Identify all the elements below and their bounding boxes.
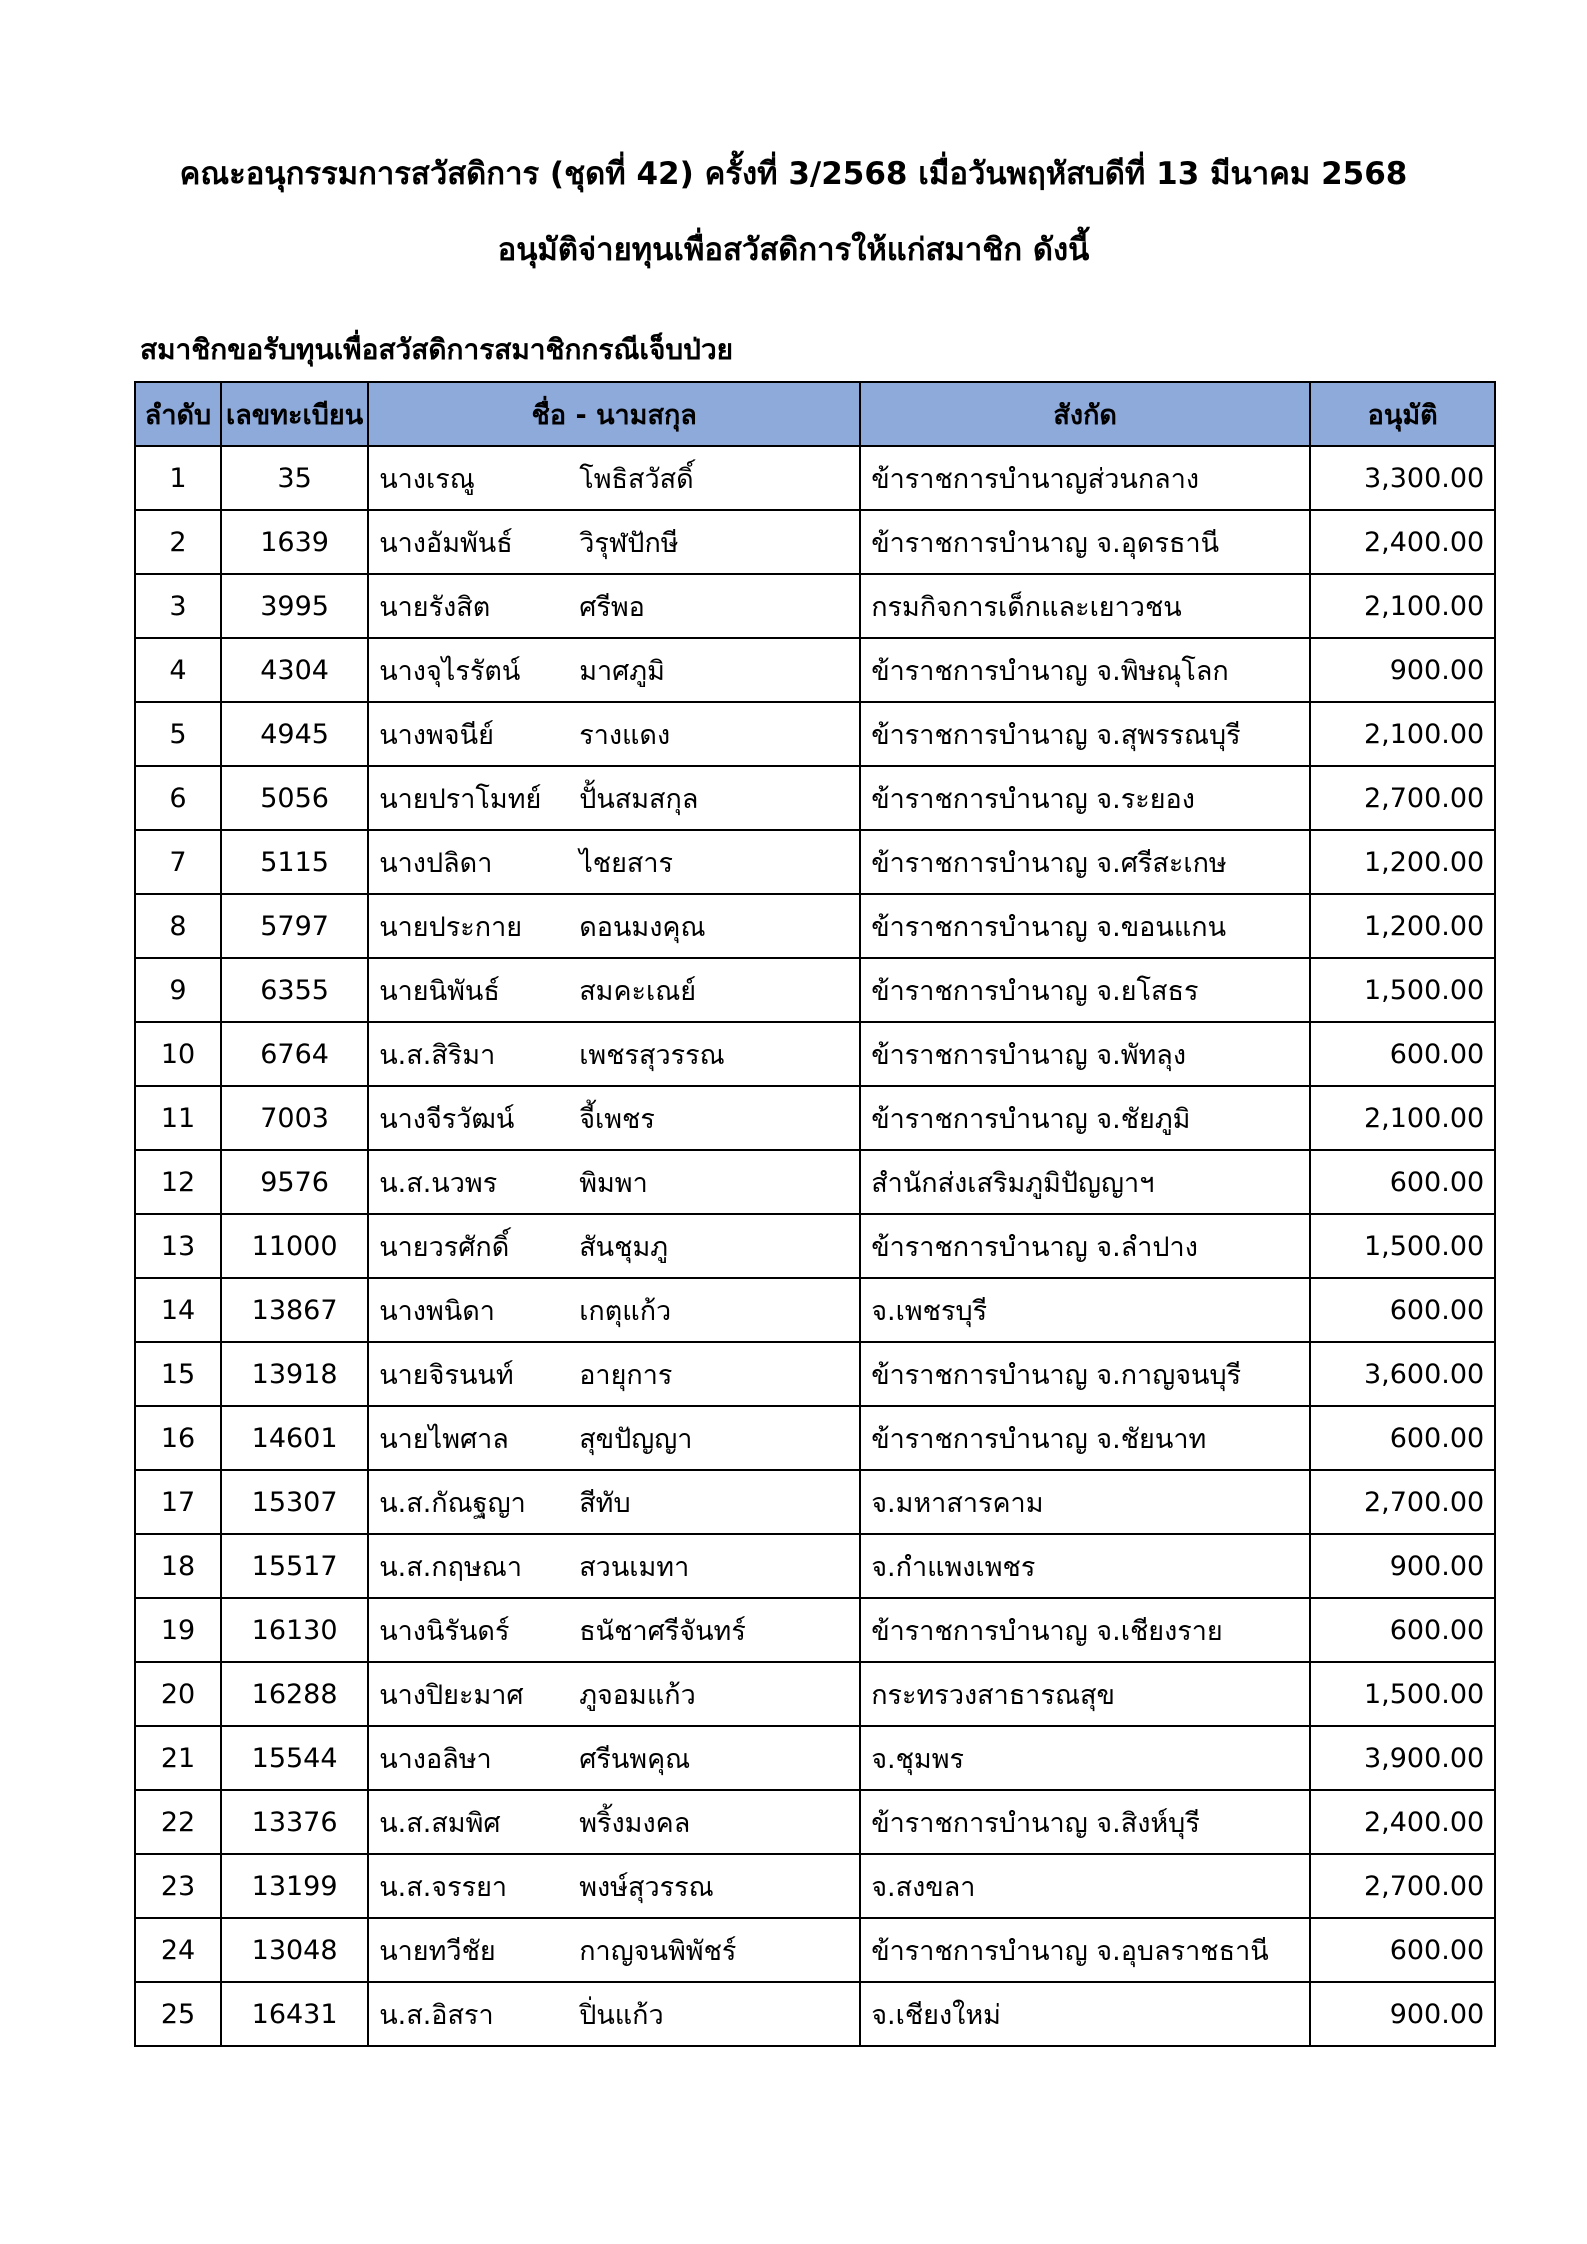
cell-first-name: นางปลิดา [379, 847, 493, 879]
cell-no: 13 [135, 1214, 221, 1278]
cell-first-name: นายวรศักดิ์ [379, 1231, 510, 1263]
table-row [135, 1790, 1495, 1854]
cell-first-name: นางพนิดา [379, 1295, 495, 1327]
cell-name [368, 1086, 860, 1150]
cell-affiliation: จ.สงขลา [860, 1854, 1310, 1918]
header-registration: เลขทะเบียน [221, 382, 368, 446]
cell-no: 10 [135, 1022, 221, 1086]
table-row [135, 1406, 1495, 1470]
table-row [135, 958, 1495, 1022]
cell-affiliation: ข้าราชการบำนาญ จ.ขอนแกน [860, 894, 1310, 958]
cell-last-name: สมคะเณย์ [579, 975, 697, 1007]
cell-no: 8 [135, 894, 221, 958]
cell-amount: 2,700.00 [1310, 1854, 1495, 1918]
cell-no: 4 [135, 638, 221, 702]
cell-first-name: นางอัมพันธ์ [379, 527, 513, 559]
cell-first-name: นายนิพันธ์ [379, 975, 500, 1007]
cell-last-name: เพชรสุวรรณ [579, 1039, 725, 1071]
cell-affiliation: ข้าราชการบำนาญ จ.ชัยนาท [860, 1406, 1310, 1470]
header-amount: อนุมัติ [1310, 382, 1495, 446]
cell-first-name: นายปราโมทย์ [379, 783, 542, 815]
cell-no: 9 [135, 958, 221, 1022]
cell-registration: 15544 [221, 1726, 368, 1790]
cell-amount: 1,500.00 [1310, 1214, 1495, 1278]
cell-amount: 900.00 [1310, 1534, 1495, 1598]
cell-last-name: ปั้นสมสกุล [579, 783, 699, 815]
cell-registration: 13867 [221, 1278, 368, 1342]
table-row [135, 766, 1495, 830]
cell-last-name: จี้เพชร [579, 1103, 655, 1135]
table-header-row [135, 382, 1495, 446]
cell-first-name: นายจิรนนท์ [379, 1359, 514, 1391]
cell-amount: 1,200.00 [1310, 830, 1495, 894]
cell-name [368, 830, 860, 894]
cell-last-name: ปิ่นแก้ว [579, 1999, 664, 2031]
table-row [135, 638, 1495, 702]
cell-affiliation: จ.ชุมพร [860, 1726, 1310, 1790]
cell-name [368, 638, 860, 702]
cell-no: 21 [135, 1726, 221, 1790]
cell-registration: 13048 [221, 1918, 368, 1982]
cell-last-name: สวนเมทา [579, 1551, 690, 1583]
cell-no: 19 [135, 1598, 221, 1662]
cell-name [368, 1342, 860, 1406]
cell-affiliation: จ.กำแพงเพชร [860, 1534, 1310, 1598]
cell-name [368, 1278, 860, 1342]
cell-last-name: อายุการ [579, 1359, 673, 1391]
cell-last-name: กาญจนพิพัชร์ [579, 1935, 737, 1967]
table-row [135, 1342, 1495, 1406]
cell-name [368, 1598, 860, 1662]
cell-name [368, 1982, 860, 2046]
cell-registration: 5056 [221, 766, 368, 830]
cell-registration: 13199 [221, 1854, 368, 1918]
table-row [135, 1854, 1495, 1918]
cell-no: 17 [135, 1470, 221, 1534]
table-row [135, 1726, 1495, 1790]
cell-registration: 16130 [221, 1598, 368, 1662]
cell-name [368, 1470, 860, 1534]
cell-first-name: นางเรณู [379, 463, 475, 495]
cell-amount: 2,100.00 [1310, 1086, 1495, 1150]
table-row [135, 446, 1495, 510]
approval-table [134, 381, 1496, 2047]
cell-affiliation: ข้าราชการบำนาญ จ.ระยอง [860, 766, 1310, 830]
cell-amount: 2,100.00 [1310, 574, 1495, 638]
cell-affiliation: กระทรวงสาธารณสุข [860, 1662, 1310, 1726]
cell-amount: 600.00 [1310, 1022, 1495, 1086]
cell-no: 3 [135, 574, 221, 638]
cell-registration: 13376 [221, 1790, 368, 1854]
cell-amount: 1,500.00 [1310, 958, 1495, 1022]
cell-first-name: น.ส.จรรยา [379, 1871, 508, 1903]
cell-registration: 5115 [221, 830, 368, 894]
cell-amount: 1,200.00 [1310, 894, 1495, 958]
cell-last-name: โพธิสวัสดิ์ [579, 463, 694, 495]
table-row [135, 1918, 1495, 1982]
cell-last-name: มาศภูมิ [579, 655, 665, 687]
cell-registration: 6355 [221, 958, 368, 1022]
cell-first-name: นางพจนีย์ [379, 719, 494, 751]
cell-name [368, 1214, 860, 1278]
cell-last-name: ดอนมงคุณ [579, 911, 706, 943]
cell-no: 22 [135, 1790, 221, 1854]
cell-no: 15 [135, 1342, 221, 1406]
cell-first-name: นายไพศาล [379, 1423, 509, 1455]
table-row [135, 1470, 1495, 1534]
cell-last-name: เกตุแก้ว [579, 1295, 672, 1327]
table-row [135, 1278, 1495, 1342]
cell-affiliation: ข้าราชการบำนาญ จ.อุบลราชธานี [860, 1918, 1310, 1982]
cell-registration: 15517 [221, 1534, 368, 1598]
header-name: ชื่อ - นามสกุล [368, 382, 860, 446]
cell-registration: 16431 [221, 1982, 368, 2046]
cell-amount: 2,400.00 [1310, 1790, 1495, 1854]
cell-last-name: สุขปัญญา [579, 1423, 693, 1455]
cell-no: 24 [135, 1918, 221, 1982]
cell-amount: 2,400.00 [1310, 510, 1495, 574]
cell-last-name: พงษ์สุวรรณ [579, 1871, 714, 1903]
table-row [135, 574, 1495, 638]
header-no: ลำดับ [135, 382, 221, 446]
cell-no: 18 [135, 1534, 221, 1598]
cell-first-name: น.ส.นวพร [379, 1167, 498, 1199]
cell-name [368, 958, 860, 1022]
table-row [135, 830, 1495, 894]
table-row [135, 1086, 1495, 1150]
cell-first-name: นายรังสิต [379, 591, 491, 623]
header-affiliation: สังกัด [860, 382, 1310, 446]
cell-name [368, 1790, 860, 1854]
cell-amount: 900.00 [1310, 1982, 1495, 2046]
cell-amount: 2,700.00 [1310, 1470, 1495, 1534]
cell-registration: 13918 [221, 1342, 368, 1406]
cell-last-name: ศรีนพคุณ [579, 1743, 691, 1775]
cell-name [368, 574, 860, 638]
cell-amount: 3,600.00 [1310, 1342, 1495, 1406]
cell-amount: 3,300.00 [1310, 446, 1495, 510]
cell-no: 25 [135, 1982, 221, 2046]
cell-registration: 7003 [221, 1086, 368, 1150]
cell-affiliation: ข้าราชการบำนาญ จ.สิงห์บุรี [860, 1790, 1310, 1854]
cell-last-name: ศรีพอ [579, 591, 645, 623]
cell-amount: 1,500.00 [1310, 1662, 1495, 1726]
cell-affiliation: จ.เพชรบุรี [860, 1278, 1310, 1342]
table-row [135, 1150, 1495, 1214]
cell-registration: 4945 [221, 702, 368, 766]
table-row [135, 510, 1495, 574]
cell-affiliation: ข้าราชการบำนาญ จ.ลำปาง [860, 1214, 1310, 1278]
title-line-2: อนุมัติจ่ายทุนเพื่อสวัสดิการให้แก่สมาชิก ดังนี้ [497, 232, 1090, 268]
cell-affiliation: สำนักส่งเสริมภูมิปัญญาฯ [860, 1150, 1310, 1214]
cell-registration: 35 [221, 446, 368, 510]
cell-first-name: นางจีรวัฒน์ [379, 1103, 515, 1135]
cell-registration: 6764 [221, 1022, 368, 1086]
table-row [135, 1534, 1495, 1598]
cell-registration: 16288 [221, 1662, 368, 1726]
cell-no: 16 [135, 1406, 221, 1470]
cell-registration: 14601 [221, 1406, 368, 1470]
cell-name [368, 1150, 860, 1214]
cell-name [368, 702, 860, 766]
cell-registration: 11000 [221, 1214, 368, 1278]
cell-affiliation: ข้าราชการบำนาญ จ.ยโสธร [860, 958, 1310, 1022]
cell-amount: 600.00 [1310, 1406, 1495, 1470]
cell-amount: 600.00 [1310, 1598, 1495, 1662]
cell-no: 12 [135, 1150, 221, 1214]
cell-affiliation: จ.มหาสารคาม [860, 1470, 1310, 1534]
cell-amount: 600.00 [1310, 1918, 1495, 1982]
cell-name [368, 766, 860, 830]
section-title: สมาชิกขอรับทุนเพื่อสวัสดิการสมาชิกกรณีเจ็บป่วย [140, 333, 734, 366]
cell-name [368, 1918, 860, 1982]
cell-first-name: น.ส.สมพิศ [379, 1807, 501, 1839]
cell-first-name: นางจุไรรัตน์ [379, 655, 521, 687]
cell-last-name: สันชุมภู [579, 1231, 669, 1263]
cell-registration: 3995 [221, 574, 368, 638]
cell-affiliation: ข้าราชการบำนาญ จ.พัทลุง [860, 1022, 1310, 1086]
cell-first-name: น.ส.กัณฐญา [379, 1487, 526, 1519]
cell-first-name: น.ส.สิริมา [379, 1039, 496, 1071]
cell-no: 11 [135, 1086, 221, 1150]
cell-registration: 4304 [221, 638, 368, 702]
cell-first-name: น.ส.กฤษณา [379, 1551, 522, 1583]
cell-last-name: พิมพา [579, 1167, 648, 1199]
cell-name [368, 1534, 860, 1598]
table-row [135, 1598, 1495, 1662]
cell-name [368, 1022, 860, 1086]
cell-registration: 15307 [221, 1470, 368, 1534]
table-row [135, 894, 1495, 958]
cell-registration: 1639 [221, 510, 368, 574]
cell-registration: 9576 [221, 1150, 368, 1214]
cell-name [368, 1662, 860, 1726]
cell-last-name: สีทับ [579, 1487, 631, 1519]
cell-affiliation: ข้าราชการบำนาญส่วนกลาง [860, 446, 1310, 510]
cell-first-name: นางอลิษา [379, 1743, 492, 1775]
cell-name [368, 446, 860, 510]
cell-last-name: รางแดง [579, 719, 671, 751]
cell-affiliation: ข้าราชการบำนาญ จ.เชียงราย [860, 1598, 1310, 1662]
cell-affiliation: ข้าราชการบำนาญ จ.ศรีสะเกษ [860, 830, 1310, 894]
cell-last-name: ภูจอมแก้ว [579, 1679, 696, 1711]
cell-name [368, 1726, 860, 1790]
cell-no: 7 [135, 830, 221, 894]
cell-amount: 3,900.00 [1310, 1726, 1495, 1790]
cell-last-name: ไชยสาร [579, 847, 674, 879]
cell-no: 6 [135, 766, 221, 830]
cell-first-name: นายประกาย [379, 911, 523, 943]
table-row [135, 1982, 1495, 2046]
cell-affiliation: กรมกิจการเด็กและเยาวชน [860, 574, 1310, 638]
table-row [135, 1022, 1495, 1086]
cell-no: 23 [135, 1854, 221, 1918]
cell-no: 2 [135, 510, 221, 574]
cell-no: 1 [135, 446, 221, 510]
cell-registration: 5797 [221, 894, 368, 958]
table-row [135, 1214, 1495, 1278]
cell-name [368, 894, 860, 958]
table-row [135, 702, 1495, 766]
cell-affiliation: ข้าราชการบำนาญ จ.พิษณุโลก [860, 638, 1310, 702]
cell-affiliation: ข้าราชการบำนาญ จ.ชัยภูมิ [860, 1086, 1310, 1150]
cell-no: 20 [135, 1662, 221, 1726]
cell-last-name: พริ้งมงคล [579, 1807, 691, 1839]
cell-amount: 900.00 [1310, 638, 1495, 702]
table-row [135, 1662, 1495, 1726]
cell-first-name: นางนิรันดร์ [379, 1615, 510, 1647]
cell-amount: 2,100.00 [1310, 702, 1495, 766]
cell-first-name: นางปิยะมาศ [379, 1679, 524, 1711]
cell-amount: 2,700.00 [1310, 766, 1495, 830]
title-line-1: คณะอนุกรรมการสวัสดิการ (ชุดที่ 42) ครั้งที่ 3/2568 เมื่อวันพฤหัสบดีที่ 13 มีนาคม 2568 [179, 156, 1408, 192]
cell-amount: 600.00 [1310, 1150, 1495, 1214]
cell-affiliation: ข้าราชการบำนาญ จ.สุพรรณบุรี [860, 702, 1310, 766]
cell-affiliation: ข้าราชการบำนาญ จ.กาญจนบุรี [860, 1342, 1310, 1406]
cell-no: 5 [135, 702, 221, 766]
cell-name [368, 510, 860, 574]
cell-first-name: นายทวีชัย [379, 1935, 496, 1967]
cell-name [368, 1854, 860, 1918]
cell-first-name: น.ส.อิสรา [379, 1999, 494, 2031]
cell-last-name: วิรุฬปักษี [579, 527, 679, 559]
cell-name [368, 1406, 860, 1470]
cell-no: 14 [135, 1278, 221, 1342]
cell-affiliation: จ.เชียงใหม่ [860, 1982, 1310, 2046]
cell-last-name: ธนัชาศรีจันทร์ [579, 1615, 746, 1647]
cell-amount: 600.00 [1310, 1278, 1495, 1342]
cell-affiliation: ข้าราชการบำนาญ จ.อุดรธานี [860, 510, 1310, 574]
